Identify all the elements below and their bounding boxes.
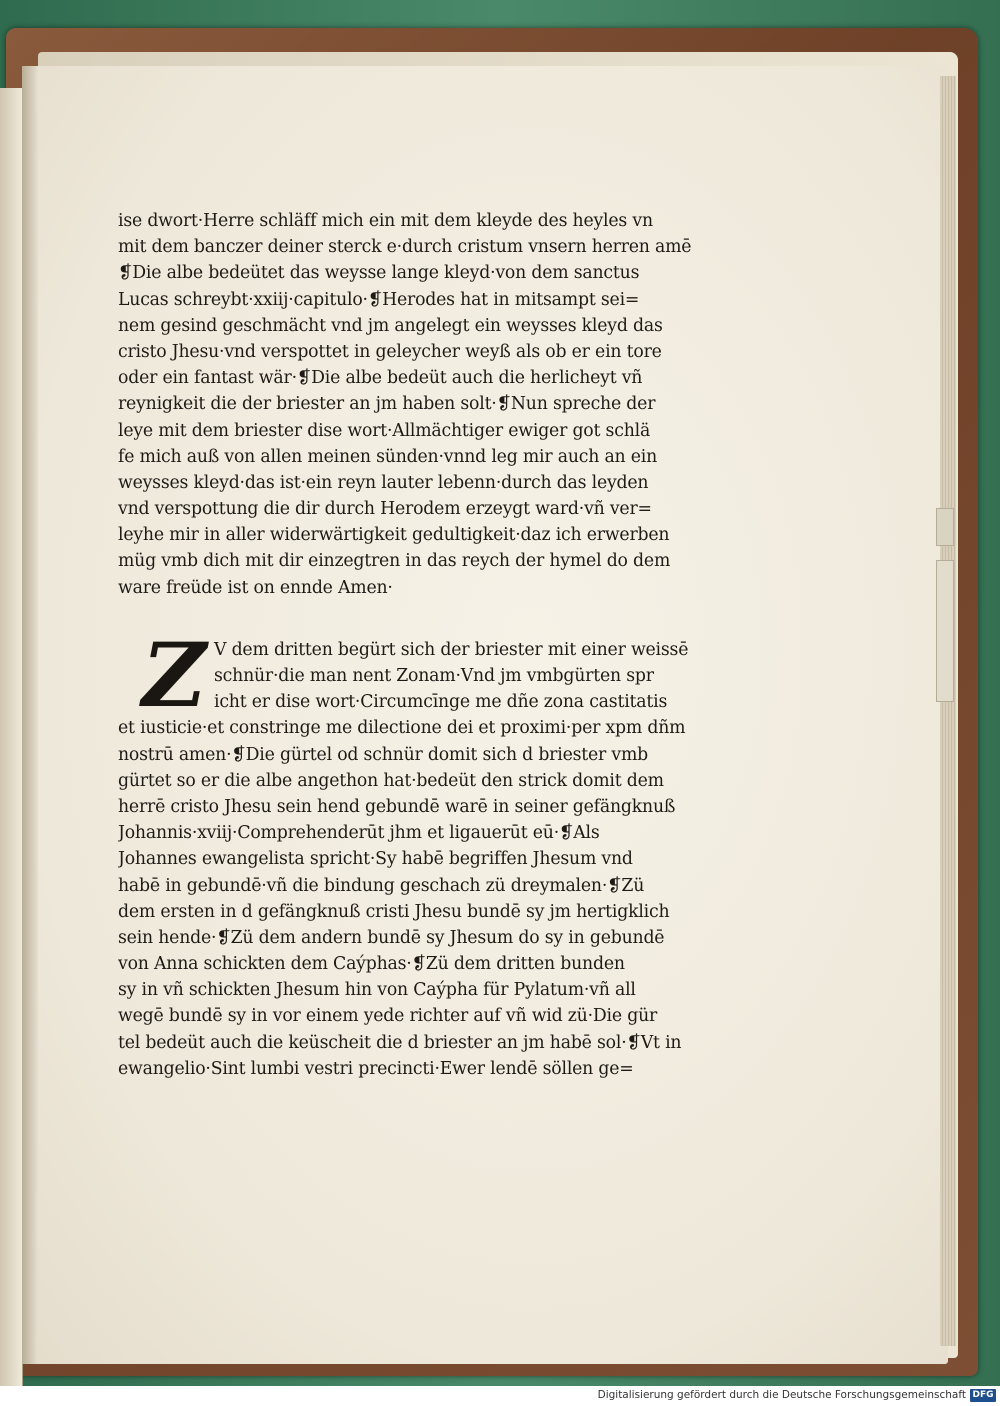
text-line: nostrū amen·❡Die gürtel od schnür domit sich d briester vmb xyxy=(118,744,649,765)
footer-credit: Digitalisierung gefördert durch die Deutsche Forschungsgemeinschaft xyxy=(597,1389,966,1401)
text-line: ise dwort·Herre schläff mich ein mit dem kleyde des heyles vn xyxy=(118,211,653,231)
paragraph-1 xyxy=(118,208,716,601)
text-line: leye mit dem briester dise wort·Allmächtiger ewiger got schlä xyxy=(118,420,651,441)
text-line: mit dem banczer deiner sterck e·durch cristum vnsern herren amē xyxy=(118,237,692,258)
page-gutter xyxy=(22,66,38,1364)
facing-page-edge xyxy=(0,88,23,1388)
page-edges xyxy=(940,76,956,1346)
digitization-footer xyxy=(0,1386,1000,1406)
text-line: cristo Jhesu·vnd verspottet in geleycher weyß als ob er ein tore xyxy=(118,341,662,362)
text-line: sein hende·❡Zü dem andern bundē sy Jhesum do sy in gebundē xyxy=(118,927,665,948)
text-line: Lucas schreybt·xxiij·capitulo·❡Herodes hat in mitsampt sei= xyxy=(118,289,640,310)
bookmark-tab xyxy=(936,508,954,546)
text-line: ❡Die albe bedeütet das weysse lange kleyd·von dem sanctus xyxy=(118,263,640,284)
paragraph-2 xyxy=(118,622,716,1082)
text-line: von Anna schickten dem Caýphas·❡Zü dem dritten bunden xyxy=(118,954,625,975)
text-line: herrē cristo Jhesu sein hend gebundē warē in seiner gefängknuß xyxy=(118,796,676,817)
paragraph-2-lines xyxy=(118,637,716,1082)
text-line: sy in vñ schickten Jhesum hin von Caýpha für Pylatum·vñ all xyxy=(118,980,636,1001)
text-line: oder ein fantast wär·❡Die albe bedeüt auch die herlicheyt vñ xyxy=(118,368,643,389)
text-line: gürtet so er die albe angethon hat·bedeüt den strick domit dem xyxy=(118,770,664,791)
decorated-initial: Z xyxy=(142,622,207,727)
text-line: Johannes ewangelista spricht·Sy habē begriffen Jhesum vnd xyxy=(118,849,633,870)
text-line: V dem dritten begürt sich der briester mit einer weissē xyxy=(214,639,689,660)
dfg-logo: DFG xyxy=(970,1389,996,1402)
text-line: habē in gebundē·vñ die bindung geschach zü dreymalen·❡Zü xyxy=(118,875,645,896)
text-line: ewangelio·Sint lumbi vestri precincti·Ewer lendē söllen ge= xyxy=(118,1058,634,1079)
text-line: tel bedeüt auch die keüscheit die d briester an jm habē sol·❡Vt in xyxy=(118,1032,682,1053)
text-line: et iusticie·et constringe me dilectione dei et proximi·per xpm dñm xyxy=(118,718,686,739)
text-line: dem ersten in d gefängknuß cristi Jhesu bundē sy jm hertigklich xyxy=(118,901,670,922)
text-line: vnd verspottung die dir durch Herodem erzeygt ward·vñ ver= xyxy=(118,499,652,520)
text-line: reynigkeit die der briester an jm haben solt·❡Nun spreche der xyxy=(118,394,656,415)
text-line: icht er dise wort·Circumcīnge me dñe zona castitatis xyxy=(214,692,668,713)
text-line: fe mich auß von allen meinen sünden·vnnd leg mir auch an ein xyxy=(118,446,658,467)
page-text xyxy=(118,208,716,1082)
text-line: weysses kleyd·das ist·ein reyn lauter lebenn·durch das leyden xyxy=(118,472,649,493)
text-line: ware freüde ist on ennde Amen· xyxy=(118,577,393,598)
text-line: leyhe mir in aller widerwärtigkeit gedultigkeit·daz ich erwerben xyxy=(118,525,670,546)
text-line: müg vmb dich mit dir einzegtren in das reych der hymel do dem xyxy=(118,551,671,572)
text-line: Johannis·xviij·Comprehenderūt jhm et ligauerūt eū·❡Als xyxy=(118,823,600,844)
text-line: nem gesind geschmächt vnd jm angelegt ein weysses kleyd das xyxy=(118,315,663,336)
text-line: wegē bundē sy in vor einem yede richter auf vñ wid zü·Die gür xyxy=(118,1006,658,1027)
bookmark-strip xyxy=(936,560,954,702)
text-line: schnür·die man nent Zonam·Vnd jm vmbgürten spr xyxy=(214,666,654,686)
